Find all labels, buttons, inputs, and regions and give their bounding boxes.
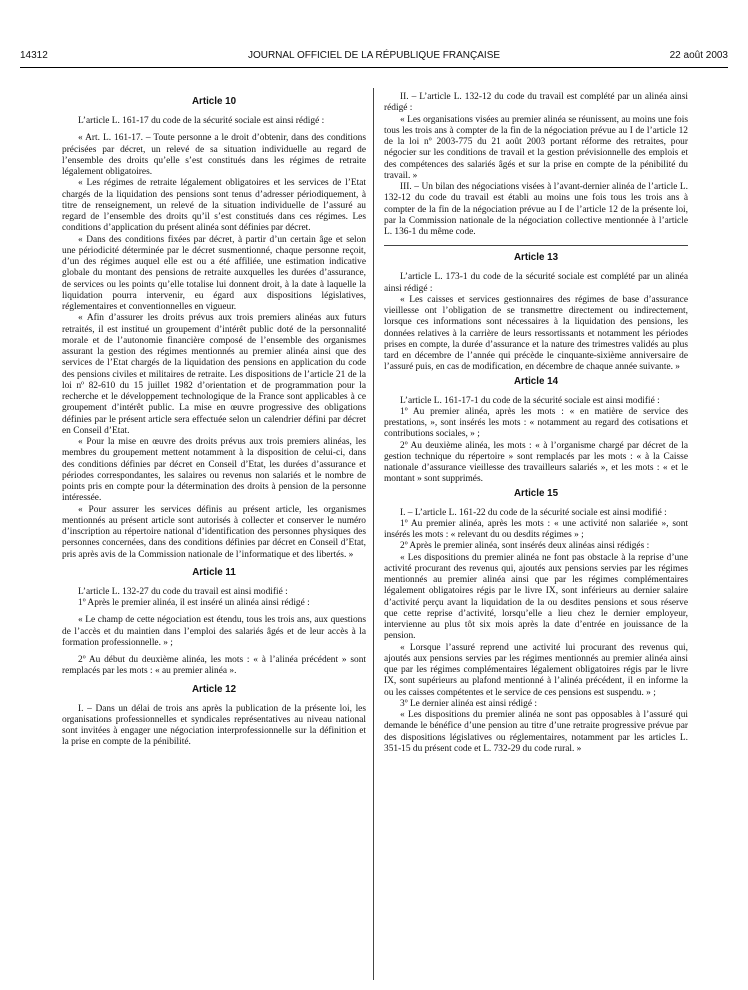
paragraph: « Lorsque l’assuré reprend une activité lui procurant des revenus qui, ajoutés aux pensions servies par les régimes mentionnés au premier alinéa ainsi que par les régimes complémentaires légalement obligatoires régis par le livre IX, sont supérieurs au plafond mentionné à l’alinéa précédent, il en informe la ou les caisses compétentes et le service de ces pensions est suspendu. » ; xyxy=(384,642,688,698)
article-10-title: Article 10 xyxy=(191,96,237,107)
paragraph: « Afin d’assurer les droits prévus aux trois premiers alinéas aux futurs retraités, il est institué un groupement d’intérêt public doté de la personnalité morale et de l’autonomie financière composé de l’ensemble des organismes assurant la gestion des régimes mentionnés au premier alinéa ainsi que des services de l’Etat chargés de la liquidation des pensions en application du code des pensions civiles et militaires de retraite. Les dispositions de l’article 21 de la loi nº 82-610 du 15 juillet 1982 d’orientation et de programmation pour la recherche et le développement technologique de la France sont applicables à ce groupement d’intérêt public. La mise en œuvre progressive des obligations définies par le présent article sera effectuée selon un calendrier défini par décret en Conseil d’Etat. xyxy=(62,313,366,436)
page-number: 14312 xyxy=(20,50,48,61)
paragraph: L’article L. 161-17-1 du code de la sécurité sociale est ainsi modifié : xyxy=(400,395,660,406)
paragraph: « Art. L. 161-17. – Toute personne a le droit d’obtenir, dans des conditions précisées par décret, un relevé de sa situation individuelle au regard de l’ensemble des droits qu’elle s’est constitués dans les régimes de retraite légalement obligatoires. xyxy=(62,133,366,177)
paragraph: L’article L. 173-1 du code de la sécurité sociale est complété par un alinéa ainsi rédigé : xyxy=(384,272,688,294)
paragraph: « Les organisations visées au premier alinéa se réunissent, au moins une fois tous les trois ans à compter de la fin de la négociation prévue au I de l’article 12 de la loi nº 2003-775 du 21 août 2003 portant réforme des retraites, pour négocier sur les conditions de travail et la gestion prévisionnelle des emplois et des compétences des salariés âgés et sur la prise en compte de la pénibilité du travail. » xyxy=(384,114,688,181)
paragraph: « Pour la mise en œuvre des droits prévus aux trois premiers alinéas, les membres du groupement mettent notamment à la disposition de celui-ci, dans des conditions définies par décret en Conseil d’Etat, les durées d’assurance et périodes correspondantes, les salaires ou revenus non salariés et le nombre de points pris en compte pour la détermination des droits à pension de la personne intéressée. xyxy=(62,437,366,504)
paragraph: L’article L. 161-17 du code de la sécurité sociale est ainsi rédigé : xyxy=(78,116,325,126)
paragraph: L’article L. 132-27 du code du travail est ainsi modifié : xyxy=(78,586,288,597)
paragraph: « Le champ de cette négociation est étendu, tous les trois ans, aux questions de l’accès et du maintien dans l’emploi des salariés âgés et de leur accès à la formation professionnelle. » ; xyxy=(62,615,366,648)
paragraph: « Les caisses et services gestionnaires des régimes de base d’assurance vieillesse ont l’obligation de se transmettre directement ou indirectement, lorsque ces informations sont nécessaires à la liquidation des pensions, les données relatives à la carrière de leurs ressortissants et notamment les périodes prises en compte, la durée d’assurance et la nature des trimestres validés au plus tard en décembre de l’année qui précède le cinquante-sixième anniversaire de l’assuré puis, en cas de modification, en décembre de chaque année suivante. » xyxy=(384,294,688,373)
article-13-title: Article 13 xyxy=(513,252,559,264)
left-column xyxy=(62,96,366,749)
paragraph: « Les dispositions du premier alinéa ne font pas obstacle à la reprise d’une activité procurant des revenus qui, ajoutés aux pensions servies par les régimes mentionnés au premier alinéa ainsi que par les régimes complémentaires légalement obligatoires régis par le livre IX, sont inférieurs au dernier salaire d’activité perçu avant la liquidation de la ou desdites pensions et sous réserve que cette reprise d’activité, lorsqu’elle a lieu chez le dernier employeur, intervienne au plus tôt six mois après la date d’entrée en jouissance de la pension. xyxy=(384,552,688,642)
paragraph: 2º Au début du deuxième alinéa, les mots : « à l’alinéa précédent » sont remplacés par les mots : « au premier alinéa ». xyxy=(62,655,366,677)
paragraph: I. – Dans un délai de trois ans après la publication de la présente loi, les organisations professionnelles et syndicales représentatives au niveau national sont invitées à engager une négociation interprofessionnelle sur la définition et la prise en compte de la pénibilité. xyxy=(62,703,366,748)
paragraph: 2º Après le premier alinéa, sont insérés deux alinéas ainsi rédigés : xyxy=(400,541,650,552)
paragraph: I. – L’article L. 161-22 du code de la sécurité sociale est ainsi modifié : xyxy=(400,507,667,518)
paragraph: « Les régimes de retraite légalement obligatoires et les services de l’Etat chargés de la liquidation des pensions sont tenus d’adresser périodiquement, à titre de renseignement, un relevé de la situation individuelle de l’assuré au regard de l’ensemble des droits qu’il s’est constitués dans ces régimes. Les conditions d’application du présent alinéa sont définies par décret. xyxy=(62,178,366,234)
paragraph: 1º Au premier alinéa, après les mots : « une activité non salariée », sont insérés les mots : « relevant du ou desdits régimes » ; xyxy=(384,518,688,540)
paragraph: III. – Un bilan des négociations visées à l’avant-dernier alinéa de l’article L. 132-12 du code du travail est établi au moins une fois tous les trois ans à compter de la fin de la négociation prévue au I de l’article 12 de la présente loi, par la Commission nationale de la négociation collective mentionnée à l’article L. 136-1 du même code. xyxy=(384,182,688,237)
article-15-title: Article 15 xyxy=(513,487,559,499)
article-12-title: Article 12 xyxy=(191,683,237,695)
paragraph: 1º Après le premier alinéa, il est inséré un alinéa ainsi rédigé : xyxy=(78,598,310,608)
paragraph: II. – L’article L. 132-12 du code du travail est complété par un alinéa ainsi rédigé : xyxy=(384,92,688,114)
publication-date: 22 août 2003 xyxy=(669,50,728,61)
right-column xyxy=(384,92,688,755)
paragraph: « Dans des conditions fixées par décret, à partir d’un certain âge et selon une périodicité déterminée par le décret susmentionné, chaque personne reçoit, d’un des régimes auquel elle est ou a été affiliée, une estimation indicative globale du montant des pensions de retraite auxquelles les durées d’assurance, de services ou les points qu’elle totalise lui donnent droit, à la date à laquelle la liquidation pourra intervenir, eu égard aux dispositions législatives, réglementaires et conventionnelles en vigueur. xyxy=(62,234,366,312)
paragraph: « Pour assurer les services définis au présent article, les organismes mentionnés au présent article sont autorisés à collecter et conserver le numéro d’inscription au répertoire national d’identification des personnes physiques des personnes concernées, dans des conditions définies par décret en Conseil d’Etat, pris après avis de la Commission nationale de l’informatique et des libertés. » xyxy=(62,504,366,560)
paragraph: 3º Le dernier alinéa est ainsi rédigé : xyxy=(400,698,537,709)
paragraph: 1º Au premier alinéa, après les mots : « en matière de service des prestations, », sont insérés les mots : « notamment au regard des cotisations et contributions sociales, » ; xyxy=(384,406,688,440)
column-divider xyxy=(373,88,374,980)
paragraph: 2º Au deuxième alinéa, les mots : « à l’organisme chargé par décret de la gestion technique du répertoire » sont remplacés par les mots : « à la Caisse nationale d’assurance vieillesse des travailleurs salariés », et les mots : « et le montant » sont supprimés. xyxy=(384,440,688,485)
article-separator xyxy=(384,245,688,246)
article-11-title: Article 11 xyxy=(192,566,236,578)
journal-title: JOURNAL OFFICIEL DE LA RÉPUBLIQUE FRANÇAISE xyxy=(247,50,501,61)
paragraph: « Les dispositions du premier alinéa ne sont pas opposables à l’assuré qui demande le bénéfice d’une pension au titre d’une retraite progressive prévue par des dispositions législatives ou réglementaires, notamment par les articles L. 351-15 du présent code et L. 732-29 du code rural. » xyxy=(384,710,688,754)
article-14-title: Article 14 xyxy=(513,375,559,387)
running-header xyxy=(20,50,728,68)
